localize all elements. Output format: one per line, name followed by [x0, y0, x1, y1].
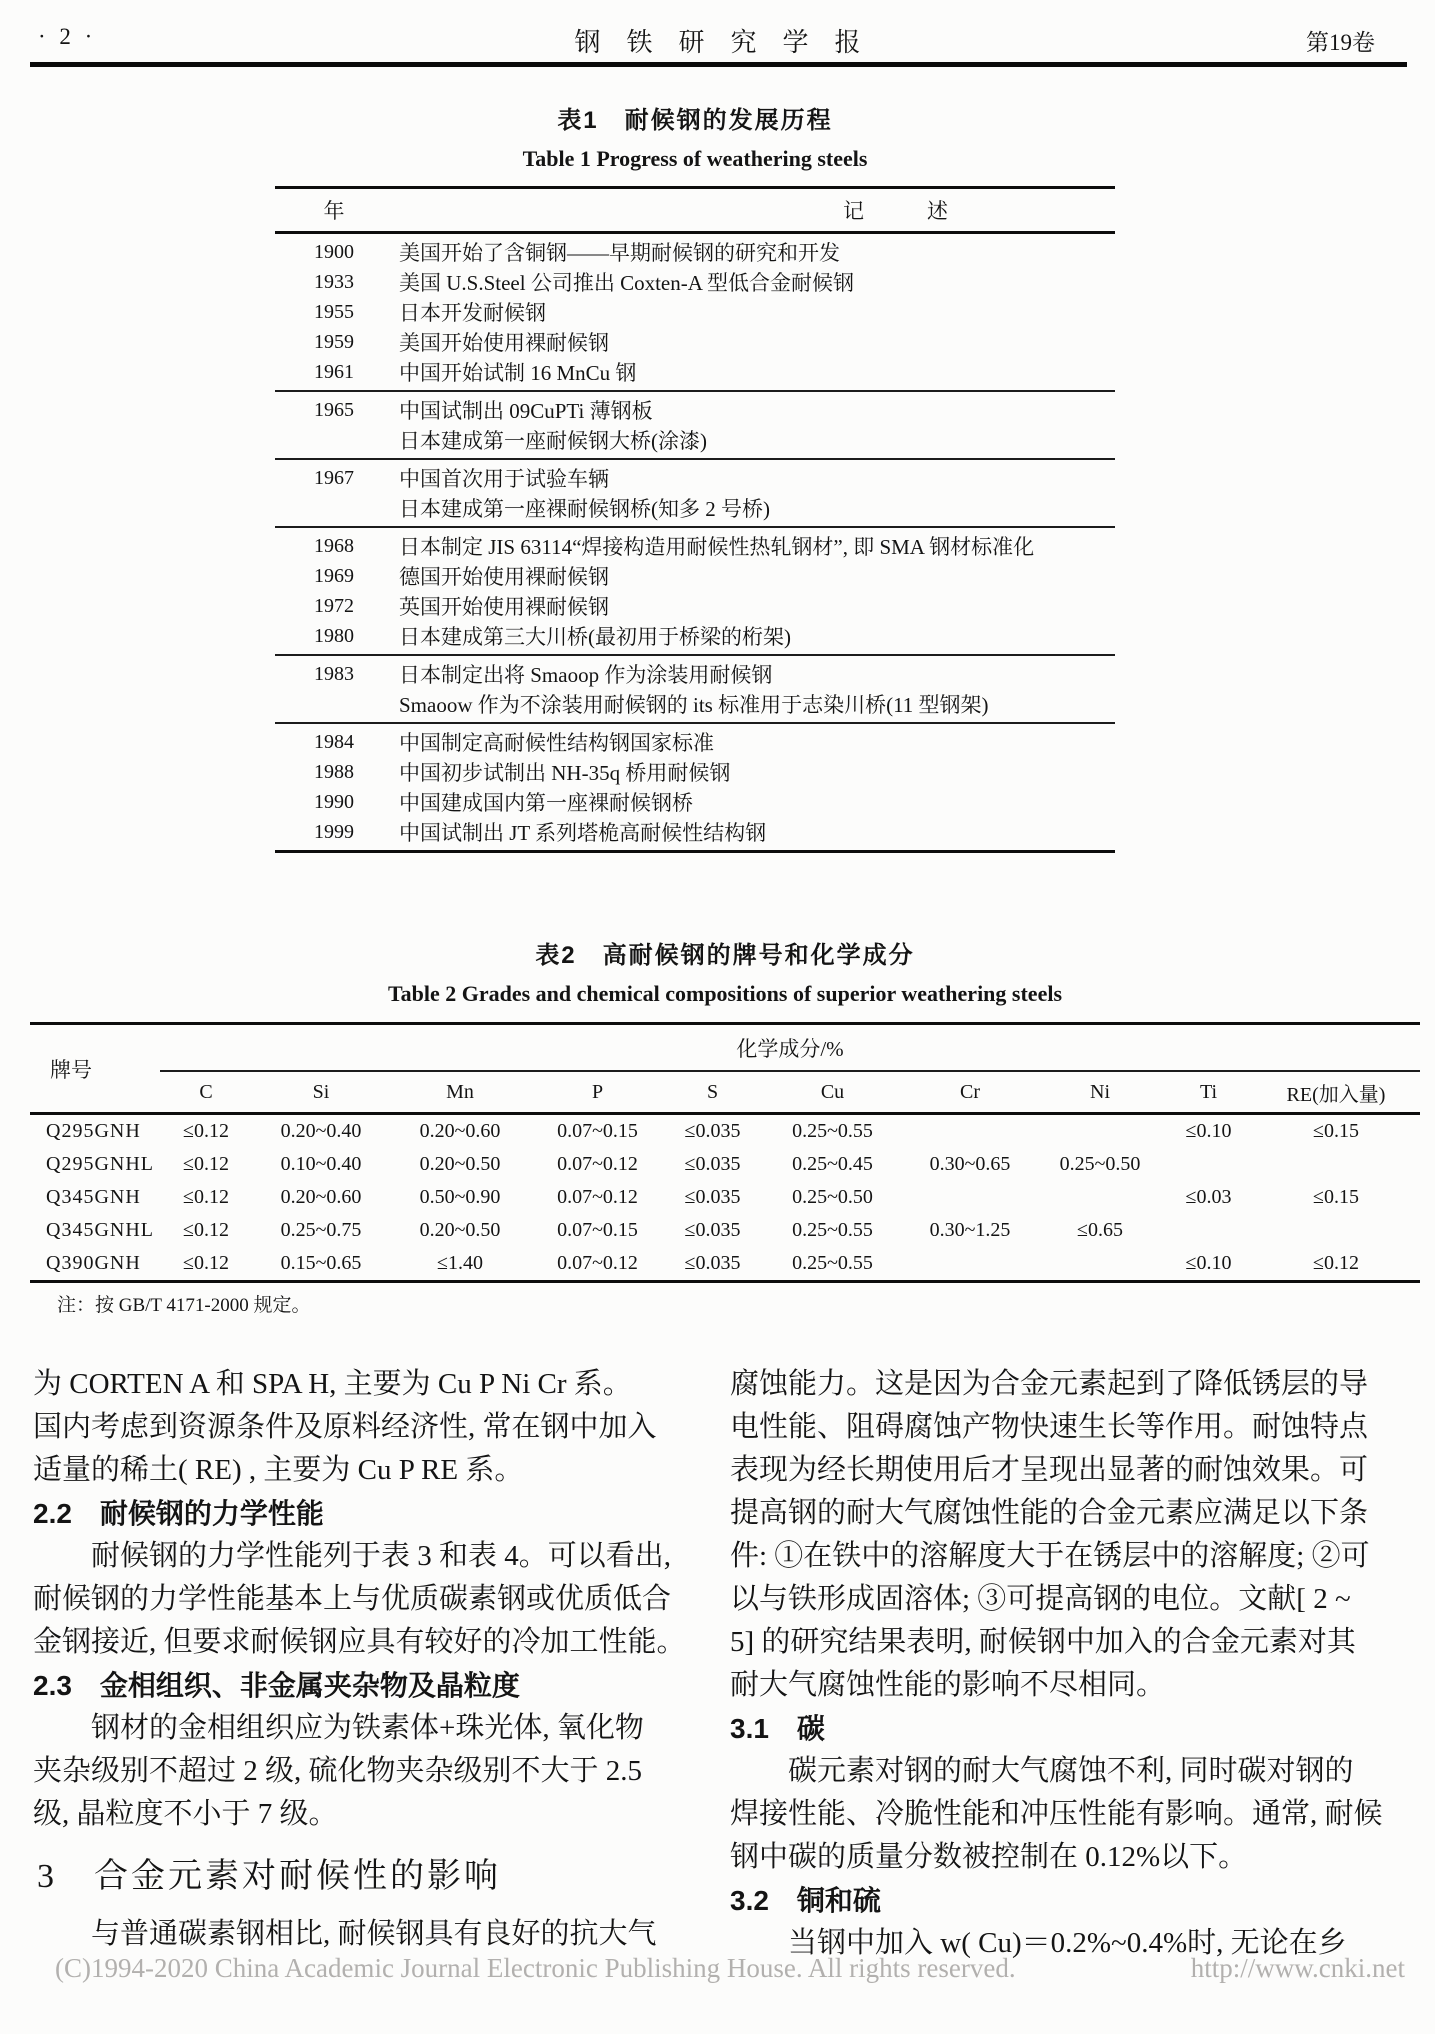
watermark-url: http://www.cnki.net	[1190, 1953, 1405, 1983]
body-column-right	[730, 1363, 1420, 1965]
table1-desc-cell: 中国制定高耐候性结构钢国家标准	[399, 731, 714, 755]
table1-row	[275, 591, 1115, 621]
body-line: 钢中碳的质量分数被控制在 0.12%以下。	[730, 1841, 1248, 1873]
body-line: 以与铁形成固溶体; ③可提高钢的电位。文献[ 2 ~	[730, 1583, 1351, 1615]
table2-title-en: Table 2 Grades and chemical compositions of superior weathering steels	[387, 981, 1063, 1006]
table2-grade-cell: Q345GNH	[46, 1186, 141, 1208]
table2-element-header: P	[591, 1080, 604, 1103]
table2-element-header: Ni	[1090, 1080, 1110, 1103]
table2-value-cell: ≤0.15	[1313, 1120, 1359, 1142]
table2-value-cell: 0.25~0.50	[792, 1186, 873, 1208]
table2-value-cell: ≤0.10	[1185, 1120, 1232, 1142]
table1-desc-cell: Smaoow 作为不涂装用耐候钢的 its 标准用于志染川桥(11 型钢架)	[399, 693, 989, 717]
table2-row	[30, 1181, 1420, 1214]
table1-group	[275, 724, 1115, 850]
table1-desc-cell: 中国试制出 JT 系列塔桅高耐候性结构钢	[399, 821, 767, 845]
table1-year-cell: 1900	[314, 240, 354, 263]
body-line: 当钢中加入 w( Cu)＝0.2%~0.4%时, 无论在乡	[788, 1927, 1347, 1959]
table2-value-cell: 0.25~0.75	[280, 1219, 362, 1241]
body-line: 夹杂级别不超过 2 级, 硫化物夹杂级别不大于 2.5	[33, 1755, 643, 1787]
table2-value-cell: ≤0.12	[183, 1219, 229, 1241]
table2-body	[30, 1115, 1420, 1280]
table2-row	[30, 1115, 1420, 1148]
table1-desc-cell: 中国首次用于试验车辆	[399, 467, 609, 491]
table1-desc-cell: 德国开始使用裸耐候钢	[399, 565, 609, 589]
table1-year-cell: 1955	[314, 300, 354, 323]
table1-year-cell: 1983	[314, 662, 354, 685]
table2-value-cell: 0.10~0.40	[280, 1153, 362, 1175]
table1-group	[275, 460, 1115, 526]
table1-desc-cell: 日本制定 JIS 63114“焊接构造用耐候性热轧钢材”, 即 SMA 钢材标准化	[399, 535, 1035, 559]
table2-element-header: Mn	[446, 1080, 474, 1103]
table2-value-cell: ≤0.035	[684, 1219, 741, 1241]
table1-row	[275, 561, 1115, 591]
table1-row	[275, 621, 1115, 651]
table2-value-cell: 0.50~0.90	[419, 1186, 501, 1208]
table1-year-cell: 1990	[314, 790, 354, 813]
body-line: 耐大气腐蚀性能的影响不尽相同。	[730, 1669, 1166, 1701]
table1-desc-cell: 日本开发耐候钢	[399, 301, 546, 325]
table1-row	[275, 297, 1115, 327]
table2-value-cell: 0.30~1.25	[929, 1219, 1011, 1241]
table1-desc-cell: 日本建成第三大川桥(最初用于桥梁的桁架)	[399, 625, 791, 649]
table1-row	[275, 237, 1115, 267]
table1-desc-cell: 美国开始了含铜钢——早期耐候钢的研究和开发	[399, 241, 840, 265]
body-line: 耐候钢的力学性能基本上与优质碳素钢或优质低合	[33, 1583, 672, 1615]
table2-value-cell: ≤0.035	[684, 1252, 741, 1274]
table1-year-cell: 1984	[314, 730, 354, 753]
table1-row	[275, 425, 1115, 455]
table1-title-zh: 表1 耐候钢的发展历程	[557, 107, 833, 134]
table1-row	[275, 463, 1115, 493]
table2-row	[30, 1247, 1420, 1280]
section-heading: 2.3 金相组织、非金属夹杂物及晶粒度	[33, 1670, 520, 1701]
table1-section	[275, 100, 1115, 853]
table2-value-cell: ≤0.12	[1313, 1252, 1359, 1274]
table1-year-cell: 1965	[314, 398, 354, 421]
table2-value-cell: 0.07~0.15	[557, 1120, 638, 1142]
table1-desc-cell: 英国开始使用裸耐候钢	[399, 595, 609, 619]
table2-value-cell: 0.30~0.65	[929, 1153, 1011, 1175]
body-line: 级, 晶粒度不小于 7 级。	[33, 1798, 338, 1830]
table2-element-header: C	[199, 1080, 213, 1103]
table1-row	[275, 787, 1115, 817]
table2-value-cell: 0.20~0.50	[419, 1219, 501, 1241]
body-line: 与普通碳素钢相比, 耐候钢具有良好的抗大气	[91, 1918, 657, 1950]
table2-value-cell: ≤0.15	[1313, 1186, 1359, 1208]
table2-value-cell: 0.07~0.12	[557, 1186, 638, 1208]
table2-value-cell: 0.20~0.40	[280, 1120, 362, 1142]
section-heading: 3.1 碳	[730, 1713, 825, 1744]
table1-group	[275, 392, 1115, 458]
section-heading: 3 合金元素对耐候性的影响	[37, 1858, 501, 1895]
body-column-left	[33, 1363, 708, 1956]
body-line: 为 CORTEN A 和 SPA H, 主要为 Cu P Ni Cr 系。	[33, 1368, 632, 1400]
table1-desc-cell: 中国初步试制出 NH-35q 桥用耐候钢	[399, 761, 731, 785]
table2-value-cell: 0.15~0.65	[280, 1252, 362, 1274]
table2-value-cell: 0.07~0.12	[557, 1252, 638, 1274]
table2-grade-cell: Q295GNH	[46, 1120, 141, 1142]
table1-row	[275, 493, 1115, 523]
body-line: 焊接性能、冷脆性能和冲压性能有影响。通常, 耐候	[730, 1798, 1383, 1830]
table1-row	[275, 817, 1115, 847]
table1-desc-cell: 中国建成国内第一座裸耐候钢桥	[399, 791, 693, 815]
table1-group	[275, 656, 1115, 722]
body-line: 钢材的金相组织应为铁素体+珠光体, 氧化物	[91, 1712, 644, 1744]
table1-year-cell: 1961	[314, 360, 354, 383]
table1-desc-cell: 日本制定出将 Smaoop 作为涂装用耐候钢	[399, 663, 773, 687]
table2-value-cell: ≤0.12	[183, 1252, 229, 1274]
table1-year-cell: 1967	[314, 466, 354, 489]
table1-row	[275, 727, 1115, 757]
journal-title: 钢 铁 研 究 学 报	[574, 28, 861, 57]
table2	[30, 1022, 1420, 1283]
table2-value-cell: ≤0.035	[684, 1153, 741, 1175]
table2-section	[30, 935, 1420, 1283]
table2-value-cell: ≤0.03	[1185, 1186, 1232, 1208]
table2-value-cell: ≤0.12	[183, 1153, 229, 1175]
table2-grade-cell: Q295GNHL	[46, 1153, 154, 1175]
table1-group	[275, 234, 1115, 390]
table2-element-header: Cu	[820, 1080, 845, 1103]
body-line: 国内考虑到资源条件及原料经济性, 常在钢中加入	[33, 1411, 657, 1443]
table2-value-cell: 0.20~0.60	[419, 1120, 501, 1142]
table2-value-cell: ≤0.10	[1185, 1252, 1232, 1274]
table2-value-cell: 0.25~0.55	[792, 1219, 873, 1241]
table1-group	[275, 528, 1115, 654]
table1-body	[275, 234, 1115, 850]
table1-row	[275, 327, 1115, 357]
table1-desc-cell: 日本建成第一座裸耐候钢桥(知多 2 号桥)	[399, 497, 770, 521]
table2-bottom-rule	[30, 1280, 1420, 1283]
table1-year-cell: 1959	[314, 330, 354, 353]
table1-header-row	[275, 189, 1115, 231]
table2-value-cell: 0.25~0.55	[792, 1120, 873, 1142]
table2-element-header: RE(加入量)	[1286, 1083, 1386, 1106]
table1-row	[275, 689, 1115, 719]
table2-value-cell: 0.25~0.50	[1059, 1153, 1141, 1175]
table1-row	[275, 757, 1115, 787]
body-line: 表现为经长期使用后才呈现出显著的耐蚀效果。可	[730, 1454, 1369, 1486]
table2-grade-cell: Q345GNHL	[46, 1219, 154, 1241]
watermark-text: (C)1994-2020 China Academic Journal Electronic Publishing House. All rights reserved.	[55, 1953, 1016, 1983]
table2-value-cell: ≤1.40	[437, 1252, 483, 1274]
table2-row	[30, 1148, 1420, 1181]
table2-grade-cell: Q390GNH	[46, 1252, 141, 1274]
table1-year-cell: 1933	[314, 270, 354, 293]
table2-header	[30, 1025, 1420, 1112]
table2-value-cell: 0.25~0.55	[792, 1252, 873, 1274]
table1-year-cell: 1980	[314, 624, 354, 647]
table1	[275, 186, 1115, 853]
table1-col-year: 年	[323, 199, 345, 223]
table2-title-zh: 表2 高耐候钢的牌号和化学成分	[535, 942, 915, 969]
body-line: 耐候钢的力学性能列于表 3 和表 4。可以看出,	[91, 1540, 672, 1572]
body-line: 电性能、阻碍腐蚀产物快速生长等作用。耐蚀特点	[730, 1411, 1369, 1443]
table1-desc-cell: 日本建成第一座耐候钢大桥(涂漆)	[399, 429, 707, 453]
section-heading: 2.2 耐候钢的力学性能	[33, 1498, 324, 1529]
body-line: 腐蚀能力。这是因为合金元素起到了降低锈层的导	[730, 1368, 1369, 1400]
table1-year-cell: 1968	[314, 534, 354, 557]
table2-value-cell: ≤0.035	[684, 1120, 741, 1142]
table1-desc-cell: 中国试制出 09CuPTi 薄钢板	[399, 399, 653, 423]
table2-element-header: Ti	[1199, 1080, 1218, 1103]
table1-row	[275, 267, 1115, 297]
table1-year-cell: 1969	[314, 564, 354, 587]
header-rule	[30, 62, 1407, 67]
table2-col-grade: 牌号	[50, 1057, 92, 1082]
page-number: · 2 ·	[38, 24, 97, 49]
table1-desc-cell: 美国开始使用裸耐候钢	[399, 331, 609, 355]
table1-row	[275, 357, 1115, 387]
table2-element-header: Si	[312, 1080, 330, 1103]
table2-value-cell: 0.20~0.60	[280, 1186, 362, 1208]
section-heading: 3.2 铜和硫	[730, 1885, 881, 1916]
table2-value-cell: ≤0.12	[183, 1120, 229, 1142]
table1-year-cell: 1972	[314, 594, 354, 617]
body-line: 适量的稀土( RE) , 主要为 Cu P RE 系。	[33, 1454, 524, 1486]
table2-value-cell: ≤0.12	[183, 1186, 229, 1208]
table1-title-en: Table 1 Progress of weathering steels	[522, 146, 868, 171]
table2-value-cell: ≤0.65	[1077, 1219, 1123, 1241]
table2-value-cell: ≤0.035	[684, 1186, 741, 1208]
table1-row	[275, 531, 1115, 561]
table2-value-cell: 0.25~0.45	[792, 1153, 873, 1175]
table1-row	[275, 659, 1115, 689]
table2-note: 注：按 GB/T 4171-2000 规定。	[57, 1295, 311, 1316]
table1-bottom-rule	[275, 850, 1115, 853]
table1-col-desc: 记 述	[843, 199, 948, 223]
body-line: 提高钢的耐大气腐蚀性能的合金元素应满足以下条	[730, 1497, 1369, 1529]
table2-value-cell: 0.07~0.15	[557, 1219, 638, 1241]
volume-number: 第19卷	[1306, 30, 1375, 55]
table2-element-header: Cr	[960, 1080, 980, 1103]
body-line: 5] 的研究结果表明, 耐候钢中加入的合金元素对其	[730, 1626, 1356, 1658]
table2-element-header-row	[160, 1072, 1420, 1112]
body-line: 金钢接近, 但要求耐候钢应具有较好的冷加工性能。	[33, 1626, 686, 1658]
table1-year-cell: 1999	[314, 820, 354, 843]
table2-element-header: S	[706, 1080, 719, 1103]
table2-value-cell: 0.07~0.12	[557, 1153, 638, 1175]
body-line: 碳元素对钢的耐大气腐蚀不利, 同时碳对钢的	[788, 1755, 1354, 1787]
table1-year-cell: 1988	[314, 760, 354, 783]
table2-row	[30, 1214, 1420, 1247]
table1-row	[275, 395, 1115, 425]
table2-composition-header: 化学成分/%	[736, 1036, 844, 1061]
table1-desc-cell: 美国 U.S.Steel 公司推出 Coxten-A 型低合金耐候钢	[399, 271, 854, 295]
table2-value-cell: 0.20~0.50	[419, 1153, 501, 1175]
body-line: 件: ①在铁中的溶解度大于在锈层中的溶解度; ②可	[730, 1540, 1370, 1572]
table1-desc-cell: 中国开始试制 16 MnCu 钢	[399, 361, 637, 385]
